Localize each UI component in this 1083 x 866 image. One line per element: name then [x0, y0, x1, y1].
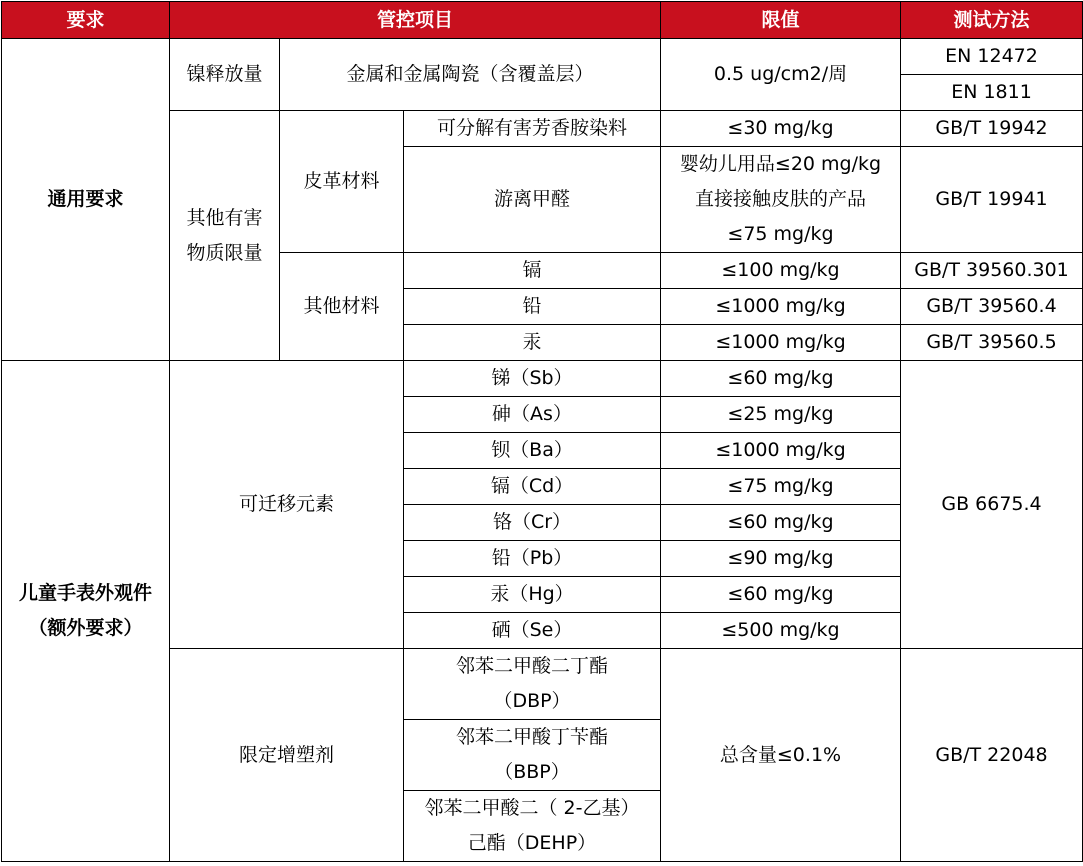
table-row: [2, 361, 1083, 397]
migratable-substance: 汞（Hg）: [404, 577, 661, 613]
migratable-substance: 铬（Cr）: [404, 505, 661, 541]
header-requirement: 要求: [2, 2, 170, 39]
table-row: [2, 39, 1083, 75]
plasticizer-substance-line2: 己酯（DEHP）: [467, 832, 597, 854]
migratable-elements-cell: 可迁移元素: [170, 361, 404, 649]
migratable-limit: ≤90 mg/kg: [661, 541, 901, 577]
other-substance-lead: 铅: [404, 289, 661, 325]
nickel-material-cell: 金属和金属陶瓷（含覆盖层）: [280, 39, 661, 111]
other-method-cadmium: GB/T 39560.301: [901, 253, 1083, 289]
nickel-release-cell: 镍释放量: [170, 39, 280, 111]
header-row: [2, 2, 1083, 39]
other-limit-cadmium: ≤100 mg/kg: [661, 253, 901, 289]
migratable-limit: ≤1000 mg/kg: [661, 433, 901, 469]
children-watch-line1: 儿童手表外观件: [18, 582, 152, 604]
migratable-method-cell: GB 6675.4: [901, 361, 1083, 649]
children-watch-cell: [2, 361, 170, 862]
header-control-items: 管控项目: [170, 2, 661, 39]
migratable-limit: ≤75 mg/kg: [661, 469, 901, 505]
plasticizer-substance-line1: 邻苯二甲酸二丁酯: [455, 655, 608, 677]
nickel-method-2: EN 1811: [901, 75, 1083, 111]
migratable-limit: ≤60 mg/kg: [661, 361, 901, 397]
other-harmful-cell: [170, 111, 280, 361]
other-harmful-line1: 其他有害: [186, 206, 263, 229]
other-limit-lead: ≤1000 mg/kg: [661, 289, 901, 325]
azo-substance-cell: 可分解有害芳香胺染料: [404, 111, 661, 147]
formaldehyde-substance-cell: 游离甲醛: [404, 147, 661, 253]
other-substance-cadmium: 镉: [404, 253, 661, 289]
migratable-substance: 砷（As）: [404, 397, 661, 433]
formaldehyde-limit-line1: 婴幼儿用品≤20 mg/kg: [679, 153, 882, 175]
migratable-limit: ≤60 mg/kg: [661, 577, 901, 613]
children-watch-line2: （额外要求）: [28, 617, 143, 639]
azo-method-cell: GB/T 19942: [901, 111, 1083, 147]
migratable-substance: 硒（Se）: [404, 613, 661, 649]
other-substance-mercury: 汞: [404, 325, 661, 361]
other-limit-mercury: ≤1000 mg/kg: [661, 325, 901, 361]
leather-material-cell: 皮革材料: [280, 111, 404, 253]
migratable-substance: 锑（Sb）: [404, 361, 661, 397]
migratable-limit: ≤60 mg/kg: [661, 505, 901, 541]
other-materials-cell: 其他材料: [280, 253, 404, 361]
formaldehyde-limit-cell: [661, 147, 901, 253]
plasticizer-substance: [404, 720, 661, 791]
migratable-substance: 镉（Cd）: [404, 469, 661, 505]
azo-limit-cell: ≤30 mg/kg: [661, 111, 901, 147]
migratable-substance: 铅（Pb）: [404, 541, 661, 577]
other-method-lead: GB/T 39560.4: [901, 289, 1083, 325]
plasticizer-method-cell: GB/T 22048: [901, 649, 1083, 862]
migratable-limit: ≤25 mg/kg: [661, 397, 901, 433]
plasticizer-substance: [404, 649, 661, 720]
formaldehyde-limit-line2: 直接接触皮肤的产品: [694, 188, 866, 210]
formaldehyde-limit-line3: ≤75 mg/kg: [727, 223, 834, 245]
header-limit: 限值: [661, 2, 901, 39]
migratable-substance: 钡（Ba）: [404, 433, 661, 469]
other-method-mercury: GB/T 39560.5: [901, 325, 1083, 361]
plasticizer-substance-line1: 邻苯二甲酸二（ 2-乙基）: [424, 797, 640, 819]
formaldehyde-method-cell: GB/T 19941: [901, 147, 1083, 253]
plasticizer-substance: [404, 791, 661, 862]
nickel-limit-cell: 0.5 ug/cm2/周: [661, 39, 901, 111]
plasticizer-substance-line2: （BBP）: [494, 761, 570, 783]
migratable-limit: ≤500 mg/kg: [661, 613, 901, 649]
plasticizer-cell: 限定增塑剂: [170, 649, 404, 862]
plasticizer-substance-line2: （DBP）: [493, 690, 571, 712]
requirements-table: [1, 1, 1083, 862]
general-requirement-cell: 通用要求: [2, 39, 170, 361]
header-test-method: 测试方法: [901, 2, 1083, 39]
other-harmful-line2: 物质限量: [186, 241, 263, 264]
plasticizer-substance-line1: 邻苯二甲酸丁苄酯: [455, 726, 608, 748]
plasticizer-limit-cell: 总含量≤0.1%: [661, 649, 901, 862]
nickel-method-1: EN 12472: [901, 39, 1083, 75]
